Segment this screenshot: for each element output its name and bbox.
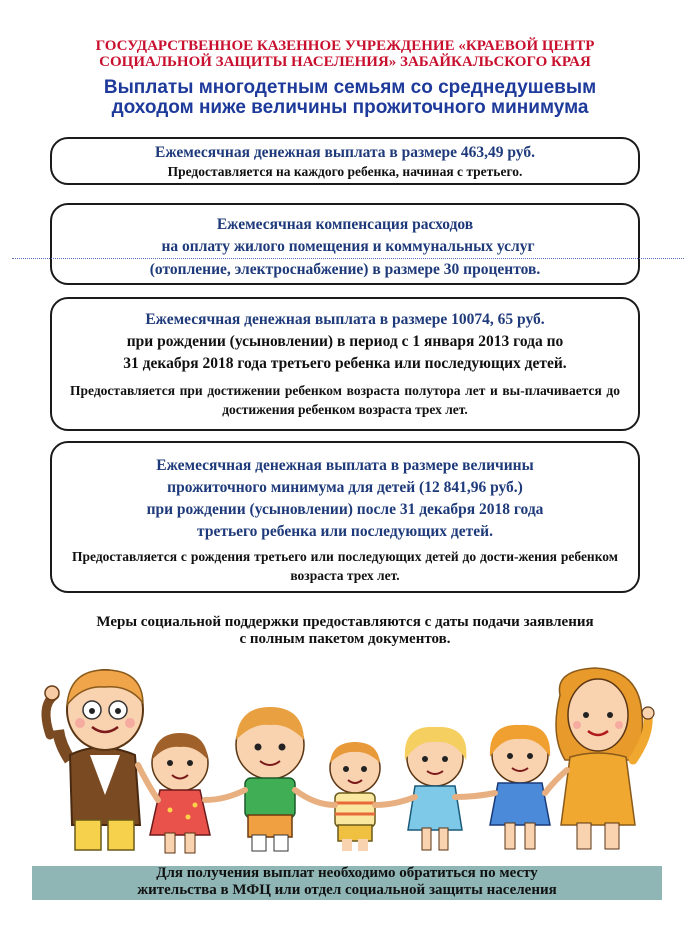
payment-box-3-note: Предоставляется при достижении ребенком возраста полутора лет и вы-плачивается до достижения ребенком возраста трех лет. (70, 383, 620, 417)
organization-line-2: СОЦИАЛЬНОЙ ЗАЩИТЫ НАСЕЛЕНИЯ» ЗАБАЙКАЛЬСКОГО КРАЯ (99, 54, 591, 70)
child-figure-1 (150, 733, 210, 853)
payment-box-3-line-3: 31 декабря 2018 года третьего ребенка или последующих детей. (123, 355, 567, 372)
mother-figure (556, 668, 654, 849)
payment-box-3-line-2: при рождении (усыновлении) в период с 1 января 2013 года по (126, 333, 564, 350)
father-figure (45, 670, 143, 850)
payment-box-1 (50, 137, 640, 185)
payment-box-4-line-1: Ежемесячная денежная выплата в размере величины (156, 457, 534, 474)
payment-box-3-line-1: Ежемесячная денежная выплата в размере 10074, 65 руб. (145, 311, 545, 328)
page-title (40, 78, 660, 118)
payment-box-2-line-3: (отопление, электроснабжение) в размере 30 процентов. (149, 261, 541, 278)
payment-box-3 (50, 297, 640, 431)
payment-box-2-line-1: Ежемесячная компенсация расходов (216, 216, 474, 233)
family-illustration (30, 665, 670, 855)
organization-line-1: ГОСУДАРСТВЕННОЕ КАЗЕННОЕ УЧРЕЖДЕНИЕ «КРАЕВОЙ ЦЕНТР (95, 38, 595, 54)
support-measures-line-2: с полным пакетом документов. (239, 631, 451, 647)
payment-box-2-line-2: на оплату жилого помещения и коммунальных услуг (161, 238, 535, 255)
child-figure-3 (330, 742, 380, 851)
footer-contact-note (32, 865, 662, 899)
footer-line-1: Для получения выплат необходимо обратиться по месту (156, 865, 538, 881)
payment-box-4-line-4: третьего ребенка или последующих детей. (197, 523, 493, 540)
child-figure-2 (236, 707, 304, 851)
organization-name (40, 38, 650, 70)
support-measures-note (30, 614, 660, 648)
payment-box-4-line-3: при рождении (усыновлении) после 31 декабря 2018 года (146, 501, 544, 518)
child-figure-4 (405, 727, 467, 850)
footer-line-2: жительства в МФЦ или отдел социальной защиты населения (137, 882, 557, 898)
dotted-underline (12, 236, 684, 259)
title-line-2: доходом ниже величины прожиточного минимума (111, 97, 589, 118)
payment-box-2 (50, 203, 640, 285)
payment-box-1-heading: Ежемесячная денежная выплата в размере 463,49 руб. (155, 144, 535, 161)
title-line-1: Выплаты многодетным семьям со среднедушевым (103, 77, 597, 98)
payment-box-4-line-2: прожиточного минимума для детей (12 841,96 руб.) (167, 479, 523, 496)
payment-box-1-note: Предоставляется на каждого ребенка, начиная с третьего. (167, 164, 523, 179)
support-measures-line-1: Меры социальной поддержки предоставляются с даты подачи заявления (96, 614, 594, 630)
payment-box-4-note: Предоставляется с рождения третьего или последующих детей до дости-жения ребенком возраста трех лет. (72, 549, 618, 583)
child-figure-5 (490, 725, 550, 849)
payment-box-4 (50, 441, 640, 593)
